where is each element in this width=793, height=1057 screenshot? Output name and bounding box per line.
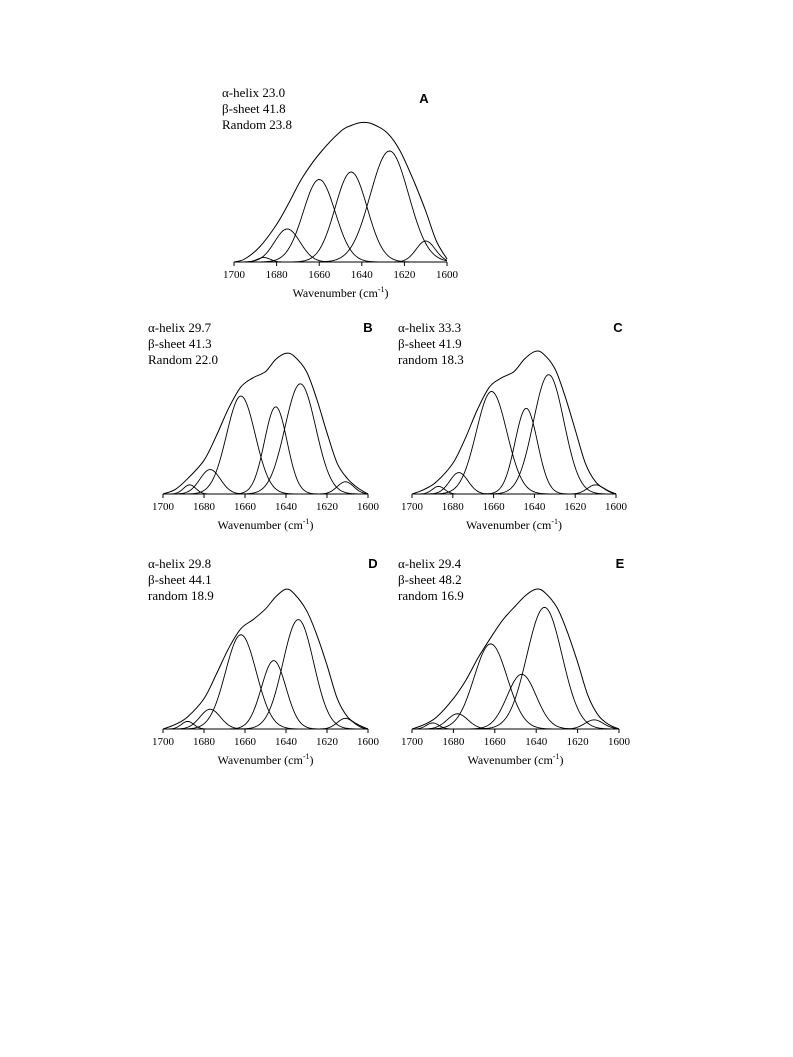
x-axis-label-e (467, 752, 563, 767)
panel-letter-a: A (419, 91, 429, 106)
x-tick-label-a-1640: 1640 (350, 269, 373, 281)
annotation-d-1: α-helix 29.8 (148, 556, 212, 571)
annotation-e-3: random 16.9 (398, 588, 464, 603)
x-tick-label-a-1660: 1660 (308, 269, 331, 281)
x-axis-label-b (217, 517, 313, 532)
x-tick-label-b-1680: 1680 (193, 501, 215, 513)
x-axis-label-close: ) (558, 518, 563, 532)
annotation-d-2: β-sheet 44.1 (148, 572, 212, 587)
panel-e (398, 556, 631, 767)
annotation-a-1: α-helix 23.0 (222, 85, 286, 100)
component-band-c-4 (412, 408, 616, 494)
x-tick-label-b-1700: 1700 (152, 501, 174, 513)
x-tick-label-b-1660: 1660 (234, 501, 256, 513)
x-axis-label-superscript: -1 (302, 517, 310, 526)
panel-a (222, 85, 459, 300)
x-axis-label-superscript: -1 (552, 752, 560, 761)
panel-letter-e: E (615, 556, 625, 571)
x-tick-label-a-1620: 1620 (393, 269, 416, 281)
x-tick-label-d-1680: 1680 (193, 736, 215, 748)
x-tick-label-a-1700: 1700 (223, 269, 245, 281)
x-axis-label-text: Wavenumber (cm (467, 753, 553, 767)
x-axis-label-close: ) (559, 753, 564, 767)
x-axis-label-superscript: -1 (377, 285, 385, 294)
envelope-curve-c (412, 351, 616, 494)
envelope-curve-d (163, 589, 368, 729)
component-band-d-2 (163, 709, 368, 729)
x-tick-label-e-1620: 1620 (566, 736, 589, 748)
x-tick-label-e-1660: 1660 (483, 736, 506, 748)
component-band-b-4 (163, 407, 368, 494)
x-axis-label-text: Wavenumber (cm (292, 286, 378, 300)
component-band-b-5 (163, 384, 368, 494)
component-band-b-3 (163, 396, 368, 494)
annotation-b-3: Random 22.0 (148, 352, 219, 367)
x-tick-label-d-1640: 1640 (275, 736, 297, 748)
x-axis-label-close: ) (309, 753, 314, 767)
component-band-a-3 (234, 180, 447, 263)
component-band-d-4 (163, 661, 368, 729)
component-band-e-3 (412, 644, 619, 729)
annotation-c-1: α-helix 33.3 (398, 320, 462, 335)
annotation-e-1: α-helix 29.4 (398, 556, 462, 571)
annotation-c-2: β-sheet 41.9 (398, 336, 462, 351)
component-band-a-2 (234, 229, 447, 262)
x-tick-label-d-1660: 1660 (234, 736, 256, 748)
x-axis-label-d (217, 752, 313, 767)
envelope-curve-e (412, 589, 619, 729)
annotation-e-2: β-sheet 48.2 (398, 572, 462, 587)
component-band-d-3 (163, 635, 368, 729)
panel-d (148, 556, 380, 767)
panel-b (148, 320, 380, 532)
x-tick-label-c-1620: 1620 (564, 501, 587, 513)
x-tick-label-d-1600: 1600 (357, 736, 379, 748)
annotation-a-3: Random 23.8 (222, 117, 293, 132)
x-tick-label-e-1680: 1680 (442, 736, 465, 748)
x-axis-label-text: Wavenumber (cm (217, 518, 303, 532)
component-band-a-6 (234, 241, 447, 262)
panel-c (398, 320, 628, 532)
x-axis-label-close: ) (384, 286, 389, 300)
x-axis-label-text: Wavenumber (cm (465, 518, 552, 532)
x-tick-label-d-1700: 1700 (152, 736, 174, 748)
x-axis-label-superscript: -1 (302, 752, 310, 761)
x-tick-label-c-1640: 1640 (523, 501, 546, 513)
envelope-curve-a (234, 122, 447, 262)
envelope-curve-b (163, 353, 368, 494)
x-axis-label-close: ) (309, 518, 314, 532)
panel-letter-b: B (363, 320, 373, 335)
annotation-b-2: β-sheet 41.3 (148, 336, 212, 351)
x-tick-label-d-1620: 1620 (316, 736, 338, 748)
component-band-c-3 (412, 391, 616, 494)
x-tick-label-e-1600: 1600 (608, 736, 630, 748)
annotation-c-3: random 18.3 (398, 352, 464, 367)
annotation-b-1: α-helix 29.7 (148, 320, 212, 335)
x-tick-label-b-1600: 1600 (357, 501, 379, 513)
x-tick-label-c-1700: 1700 (401, 501, 423, 513)
x-tick-label-b-1620: 1620 (316, 501, 338, 513)
annotation-d-3: random 18.9 (148, 588, 214, 603)
annotation-a-2: β-sheet 41.8 (222, 101, 286, 116)
panel-letter-d: D (368, 556, 378, 571)
x-tick-label-e-1700: 1700 (401, 736, 423, 748)
x-tick-label-c-1600: 1600 (605, 501, 627, 513)
x-axis-label-a (292, 285, 388, 300)
component-band-a-5 (234, 151, 447, 262)
x-tick-label-a-1600: 1600 (436, 269, 458, 281)
x-tick-label-b-1640: 1640 (275, 501, 297, 513)
panel-letter-c: C (613, 320, 623, 335)
x-tick-label-c-1660: 1660 (482, 501, 505, 513)
x-axis-label-text: Wavenumber (cm (217, 753, 303, 767)
x-tick-label-a-1680: 1680 (265, 269, 288, 281)
x-tick-label-e-1640: 1640 (525, 736, 548, 748)
x-axis-label-c (466, 517, 562, 532)
x-axis-label-superscript: -1 (551, 517, 559, 526)
x-tick-label-c-1680: 1680 (441, 501, 464, 513)
